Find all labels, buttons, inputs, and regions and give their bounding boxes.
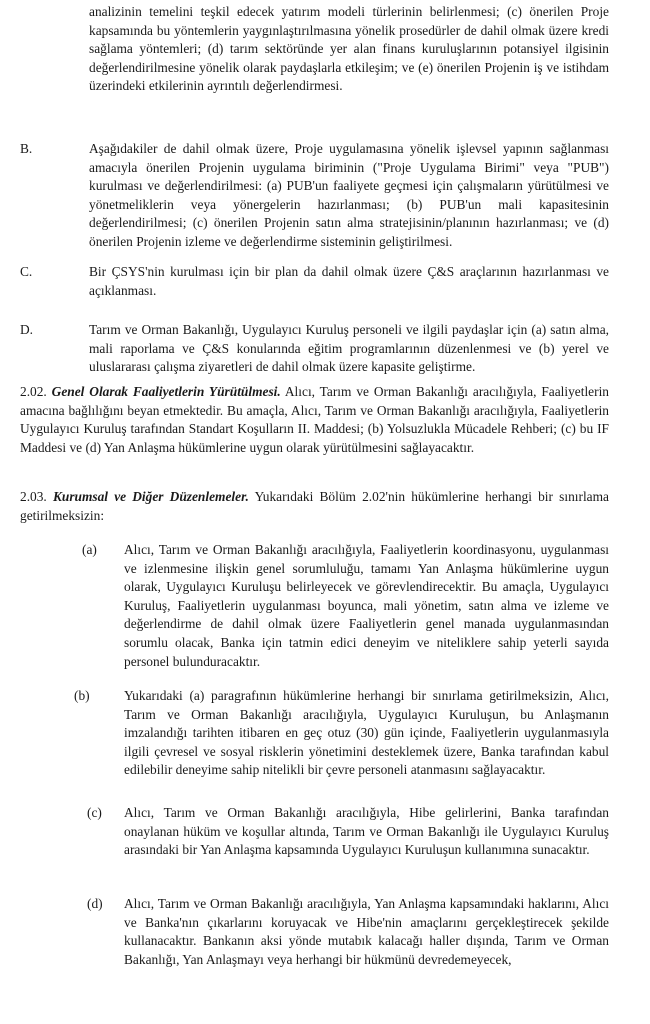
list-marker-d: D. xyxy=(20,322,34,337)
subitem-marker-a: (a) xyxy=(82,542,97,557)
section-2-03 xyxy=(20,488,609,525)
section-text: Alıcı, Tarım ve Orman Bakanlığı aracılığıyla, Faaliyetlerin amacına bağlılığını beyan etmektedir. Bu amaçla, Alıcı, Tarım ve Orman Bakanlığı aracılığıyla, Faaliyetlerin Uygulayıcı Kuruluş tarafından Standart Koşulların II. Maddesi; (b) Yolsuzlukla Mücadele Rehberi; (c) bu IF Maddesi ve (d) Yan Anlaşma hükümlerine uygun olarak yürütülmesini sağlayacaktır. xyxy=(20,384,610,455)
list-item-d: Tarım ve Orman Bakanlığı, Uygulayıcı Kuruluş personeli ve ilgili paydaşlar için (a) satın alma, mali raporlama ve Ç&S konularında eğitim programlarının düzenlenmesi ve (b) yerel ve uluslararası çalışma ziyaretleri de dahil olmak üzere kapasite geliştirme. xyxy=(89,322,609,375)
section-heading: Genel Olarak Faaliyetlerin Yürütülmesi. xyxy=(51,384,281,399)
subitem-marker-c: (c) xyxy=(87,805,102,820)
subitem-b: Yukarıdaki (a) paragrafının hükümlerine herhangi bir sınırlama getirilmeksizin, Alıcı, Tarım ve Orman Bakanlığı aracılığıyla, Uygulayıcı Kuruluşun, bu Anlaşmanın imzalandığı tarihten itibaren en geç otuz (30) gün içinde, Faaliyetlerin uygulanmasıyla ilgili çevresel ve sosyal risklerin yönetimini desteklemek üzere, Banka tarafından kabul edilebilir deneyime sahip nitelikli bir çevre personeli atanmasını sağlayacaktır. xyxy=(124,688,609,778)
list-marker-c: C. xyxy=(20,264,33,279)
section-heading: Kurumsal ve Diğer Düzenlemeler. xyxy=(52,489,249,504)
continuation-paragraph: analizinin temelini teşkil edecek yatırım modeli türlerinin belirlenmesi; (c) önerilen Proje kapsamında bu yöntemlerin yaygınlaştırılmasına yönelik prosedürler de dahil olmak üzere kredi sağlama yöntemleri; (d) tarım sektöründe yer alan finans kuruluşlarının potansiyel ilgisinin değerlendirilmesine yönelik olarak paydaşlarla etkileşim; ve (e) önerilen Projenin iş ve istihdam üzerindeki etkilerinin ayrıntılı değerlendirmesi. xyxy=(89,4,609,94)
section-number: 2.02. xyxy=(20,384,47,399)
section-text: Yukarıdaki Bölüm 2.02'nin hükümlerine herhangi bir sınırlama getirilmeksizin: xyxy=(20,489,609,523)
list-item-b: Aşağıdakiler de dahil olmak üzere, Proje uygulamasına yönelik işlevsel yapının sağlanması amacıyla önerilen Projenin uygulama biriminin ("Proje Uygulama Birimi" veya "PUB") kurulması ve değerlendirilmesi: (a) PUB'un faaliyete geçmesi için çalışmaların yürütülmesi ve yönetmeliklerin veya yönergelerin hazırlanması; (b) PUB'un mali kapasitesinin değerlendirilmesi; (c) önerilen Projenin satın alma stratejisinin/planının hazırlanması; ve (d) önerilen Projenin izleme ve değerlendirme sisteminin geliştirilmesi. xyxy=(89,141,609,249)
subitem-marker-d: (d) xyxy=(87,896,103,911)
subitem-a: Alıcı, Tarım ve Orman Bakanlığı aracılığıyla, Faaliyetlerin koordinasyonu, uygulanması ve izlenmesine ilişkin genel sorumluluğu, tamamı Yan Anlaşma hükümlerine uygun olarak, Uygulayıcı Kuruluşu belirleyecek ve görevlendirecektir. Bu amaçla, Uygulayıcı Kuruluş, Faaliyetlerin uygulanması boyunca, mali yönetim, satın alma ve izleme ve değerlendirme de dahil olmak üzere Faaliyetlerin genel manada uygulanmasından sorumlu olacak, Banka için tatmin edici deneyim ve niteliklere sahip yeterli sayıda personel bulunduracaktır. xyxy=(124,542,609,669)
subitem-d: Alıcı, Tarım ve Orman Bakanlığı aracılığıyla, Yan Anlaşma kapsamındaki haklarını, Alıcı ve Banka'nın çıkarlarını koruyacak ve Hibe'nin amaçlarını gerçekleştirecek şekilde kullanacaktır. Bankanın aksi yönde mutabık kalacağı haller dışında, Tarım ve Orman Bakanlığı, Yan Anlaşmayı veya herhangi bir hükmünü devredemeyecek, xyxy=(124,896,609,967)
list-item-c: Bir ÇSYS'nin kurulması için bir plan da dahil olmak üzere Ç&S araçlarının hazırlanması ve açıklanması. xyxy=(89,264,609,298)
section-2-02 xyxy=(20,383,609,457)
list-marker-b: B. xyxy=(20,141,33,156)
subitem-marker-b: (b) xyxy=(74,688,90,703)
subitem-c: Alıcı, Tarım ve Orman Bakanlığı aracılığıyla, Hibe gelirlerini, Banka tarafından onaylanan hüküm ve koşullar altında, Tarım ve Orman Bakanlığı ile Uygulayıcı Kuruluş arasındaki bir Yan Anlaşma kapsamında Uygulayıcı Kuruluşun kullanımına sunacaktır. xyxy=(124,805,609,858)
section-number: 2.03. xyxy=(20,489,47,504)
